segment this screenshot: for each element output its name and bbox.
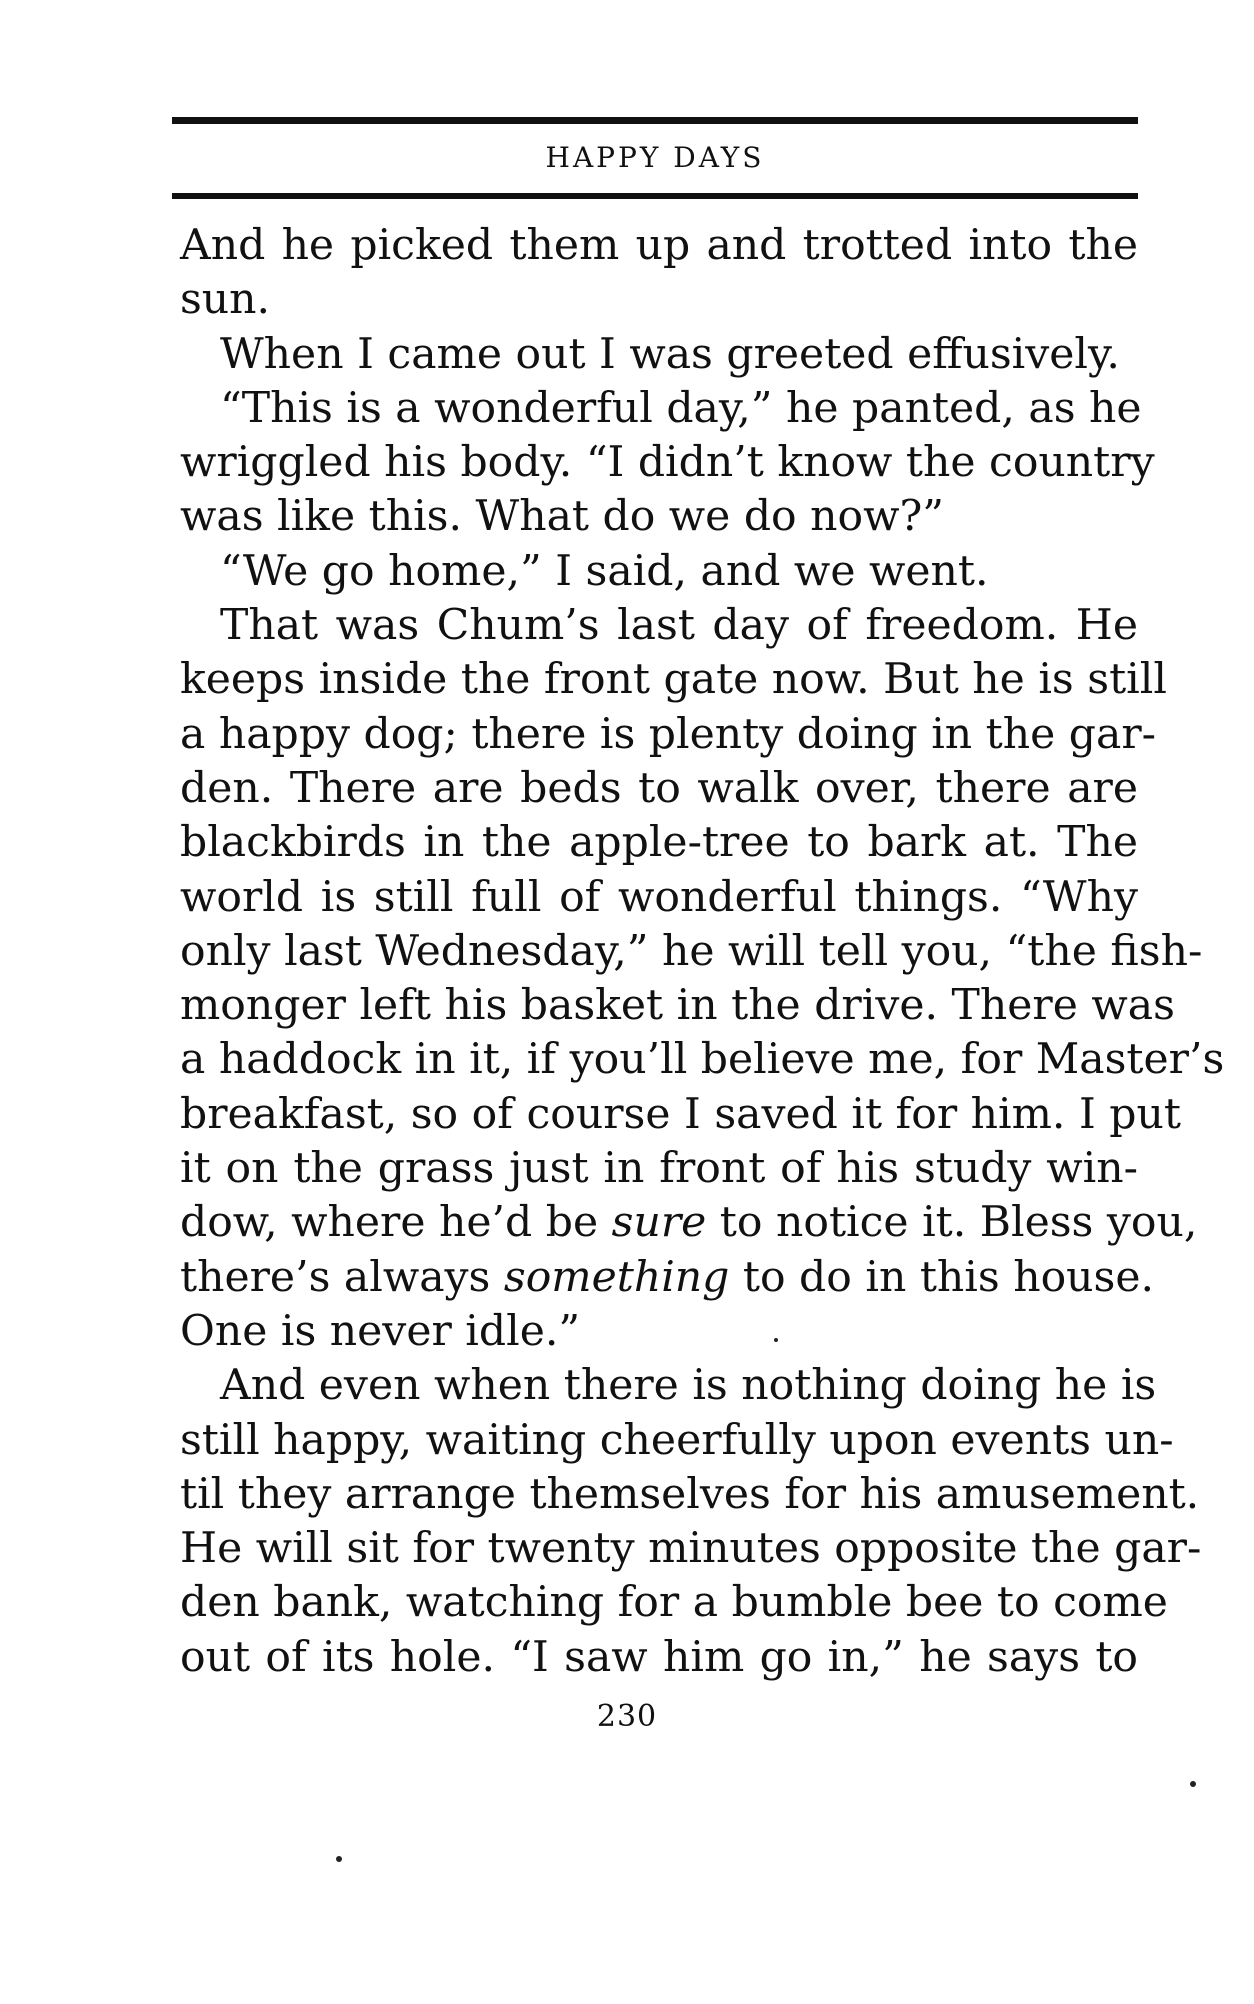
text-line: wriggled his body. “I didn’t know the country	[180, 438, 1155, 488]
italic-word: sure	[611, 1198, 707, 1248]
text-line	[180, 1251, 1155, 1305]
text-segment: dow, where he’d be	[180, 1198, 612, 1248]
text-line: world is still full of wonderful things. “Why	[180, 872, 1138, 922]
text-line: til they arrange themselves for his amusement.	[180, 1469, 1200, 1519]
text-line: When I came out I was greeted effusively.	[220, 329, 1120, 379]
print-speck	[774, 1338, 778, 1342]
text-line: sun.	[180, 275, 271, 325]
text-line: a happy dog; there is plenty doing in the gar-	[180, 709, 1157, 759]
text-line: den bank, watching for a bumble bee to come	[180, 1578, 1168, 1628]
header-rule-bottom	[172, 193, 1138, 199]
text-line: And even when there is nothing doing he is	[220, 1361, 1157, 1411]
text-segment: there’s always	[180, 1252, 504, 1302]
text-line: blackbirds in the apple-tree to bark at. The	[180, 818, 1138, 868]
text-segment: to notice it. Bless you,	[706, 1198, 1198, 1248]
text-line: That was Chum’s last day of freedom. He	[220, 601, 1138, 651]
running-head: HAPPY DAYS	[545, 141, 765, 174]
text-line: den. There are beds to walk over, there are	[180, 763, 1138, 813]
print-speck	[1190, 1781, 1196, 1787]
text-line: monger left his basket in the drive. There was	[180, 981, 1175, 1031]
body-text	[180, 219, 1225, 1685]
text-segment: to do in this house.	[729, 1252, 1155, 1302]
text-line: And he picked them up and trotted into the	[180, 221, 1138, 270]
print-speck	[336, 1856, 342, 1862]
text-line: it on the grass just in front of his study win-	[180, 1144, 1138, 1194]
text-line: a haddock in it, if you’ll believe me, for Master’s	[180, 1035, 1225, 1085]
text-line: One is never idle.”	[180, 1306, 581, 1356]
text-line: was like this. What do we do now?”	[180, 492, 944, 542]
text-line: He will sit for twenty minutes opposite the gar-	[180, 1524, 1202, 1574]
italic-word: something	[503, 1252, 730, 1302]
text-line: out of its hole. “I saw him go in,” he says to	[180, 1632, 1138, 1682]
text-line: “We go home,” I said, and we went.	[220, 546, 989, 596]
text-line: still happy, waiting cheerfully upon events un-	[180, 1415, 1174, 1465]
text-line: keeps inside the front gate now. But he is still	[180, 655, 1167, 705]
header-rule-top	[172, 117, 1138, 124]
page-number: 230	[596, 1699, 658, 1734]
text-line: “This is a wonderful day,” he panted, as he	[220, 383, 1142, 433]
text-line	[180, 1196, 1198, 1250]
text-line: only last Wednesday,” he will tell you, “the fish-	[180, 926, 1203, 976]
text-line: breakfast, so of course I saved it for him. I put	[180, 1089, 1181, 1139]
